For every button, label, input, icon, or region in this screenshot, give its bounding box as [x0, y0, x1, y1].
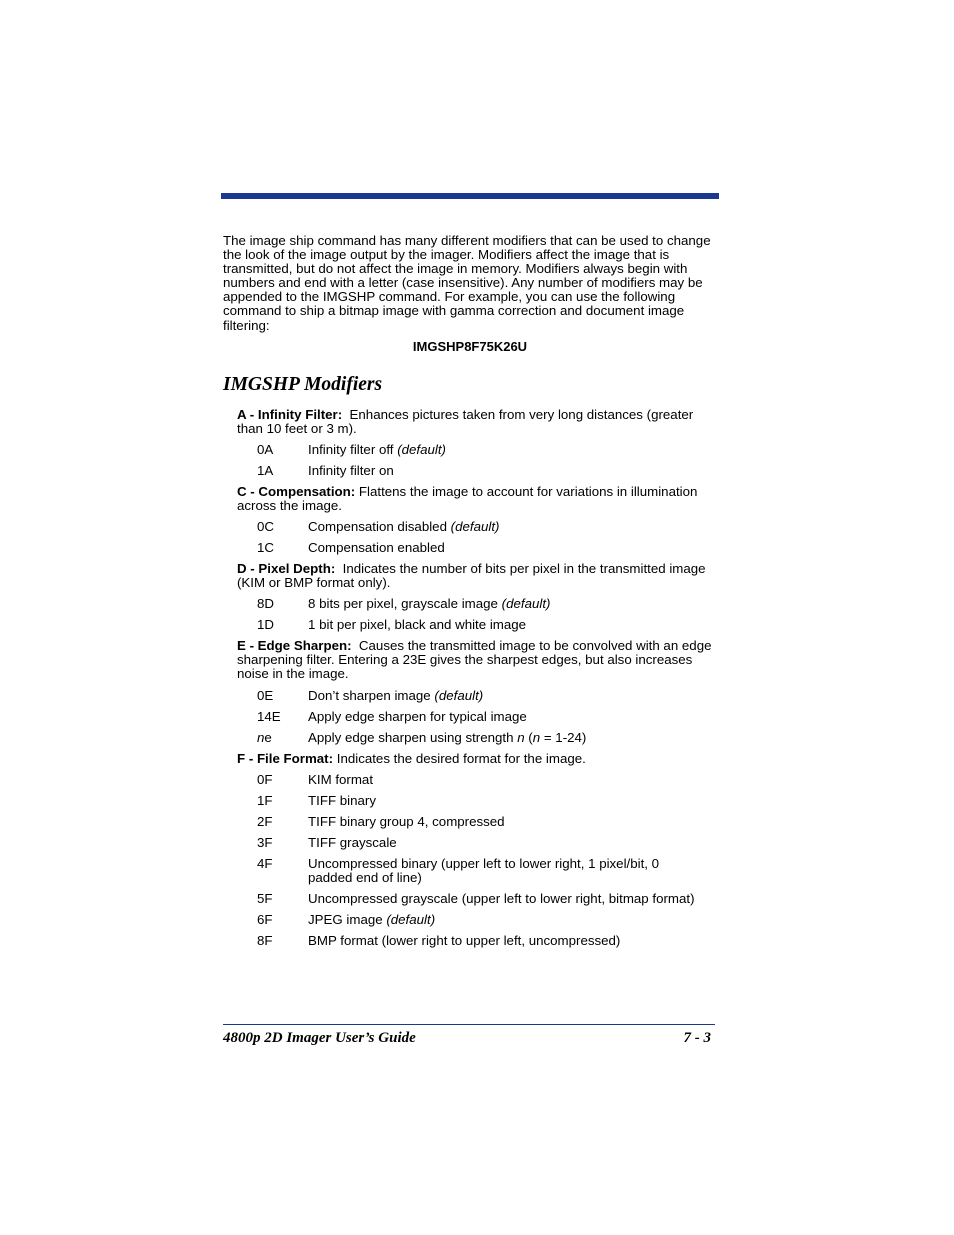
- option-code: 4F: [257, 856, 273, 871]
- modifier-f: [237, 752, 719, 766]
- modifier-desc: Causes the transmitted image to be convolved with an edge sharpening filter. Entering a 23E gives the sharpest edges, but also increases noise in the image.: [237, 638, 712, 682]
- option-code: 1F: [257, 793, 273, 808]
- modifier-d: [237, 562, 719, 590]
- option-code: 0E: [257, 688, 274, 703]
- option-code: 0A: [257, 442, 274, 457]
- modifier-desc: Indicates the desired format for the image.: [336, 751, 586, 766]
- option-desc: Apply edge sharpen for typical image: [308, 709, 527, 724]
- modifier-e: [237, 639, 719, 681]
- option-desc: Infinity filter off (default): [308, 442, 446, 457]
- option-desc: Don’t sharpen image (default): [308, 688, 484, 703]
- option-desc: KIM format: [308, 772, 374, 787]
- option-code: 3F: [257, 835, 273, 850]
- option-code: ne: [257, 730, 272, 745]
- section-title: IMGSHP Modifiers: [223, 374, 383, 395]
- option-code: 1A: [257, 463, 274, 478]
- footer-title: 4800p 2D Imager User’s Guide: [223, 1030, 416, 1046]
- header-rule: [221, 193, 719, 199]
- option-code: 5F: [257, 891, 273, 906]
- example-command: IMGSHP8F75K26U: [412, 339, 528, 354]
- option-code: 8D: [257, 596, 274, 611]
- option-code: 1D: [257, 617, 274, 632]
- modifier-desc: Enhances pictures taken from very long distances (greater than 10 feet or 3 m).: [237, 407, 694, 437]
- default-tag: (default): [434, 688, 484, 703]
- option-desc: Compensation enabled: [308, 540, 445, 555]
- default-tag: (default): [386, 912, 436, 927]
- modifier-label: A - Infinity Filter:: [237, 407, 343, 422]
- option-desc: Compensation disabled (default): [308, 519, 500, 534]
- option-code: 0C: [257, 519, 274, 534]
- default-tag: (default): [397, 442, 446, 457]
- option-desc: 8 bits per pixel, grayscale image (default): [308, 596, 551, 611]
- option-desc: Apply edge sharpen using strength n (n = 1-24): [308, 730, 587, 745]
- page-number: 7 - 3: [683, 1030, 711, 1046]
- option-desc: Infinity filter on: [308, 463, 394, 478]
- modifier-label: E - Edge Sharpen:: [237, 638, 352, 653]
- option-code: 0F: [257, 772, 273, 787]
- option-code: 1C: [257, 540, 274, 555]
- default-tag: (default): [501, 596, 551, 611]
- option-desc: TIFF grayscale: [308, 835, 397, 850]
- option-desc: BMP format (lower right to upper left, uncompressed): [308, 933, 621, 948]
- intro-paragraph: The image ship command has many different modifiers that can be used to change the look of the image output by the imager. Modifiers affect the image that is transmitted, but do not affect the image in memory. Modifiers always begin with numbers and end with a letter (case insensitive). Any number of modifiers may be appended to the IMGSHP command. For example, you can use the following command to ship a bitmap image with gamma correction and document image filtering:: [223, 233, 711, 333]
- modifier-label: C - Compensation:: [237, 484, 356, 499]
- modifier-a: [237, 408, 719, 436]
- option-desc: 1 bit per pixel, black and white image: [308, 617, 527, 632]
- option-desc: Uncompressed binary (upper left to lower right, 1 pixel/bit, 0 padded end of line): [308, 856, 660, 886]
- option-code: 6F: [257, 912, 273, 927]
- option-desc: Uncompressed grayscale (upper left to lower right, bitmap format): [308, 891, 695, 906]
- modifier-label: D - Pixel Depth:: [237, 561, 336, 576]
- option-desc: JPEG image (default): [308, 912, 436, 927]
- option-code: 8F: [257, 933, 273, 948]
- option-desc: TIFF binary group 4, compressed: [308, 814, 505, 829]
- modifier-desc: Indicates the number of bits per pixel in the transmitted image (KIM or BMP format only).: [237, 561, 706, 591]
- option-code: 2F: [257, 814, 273, 829]
- modifier-label: F - File Format:: [237, 751, 334, 766]
- modifier-c: [237, 485, 719, 513]
- footer-rule: [223, 1024, 715, 1025]
- option-code: 14E: [257, 709, 281, 724]
- modifier-desc: Flattens the image to account for variations in illumination across the image.: [237, 484, 698, 514]
- option-desc: TIFF binary: [308, 793, 376, 808]
- default-tag: (default): [450, 519, 500, 534]
